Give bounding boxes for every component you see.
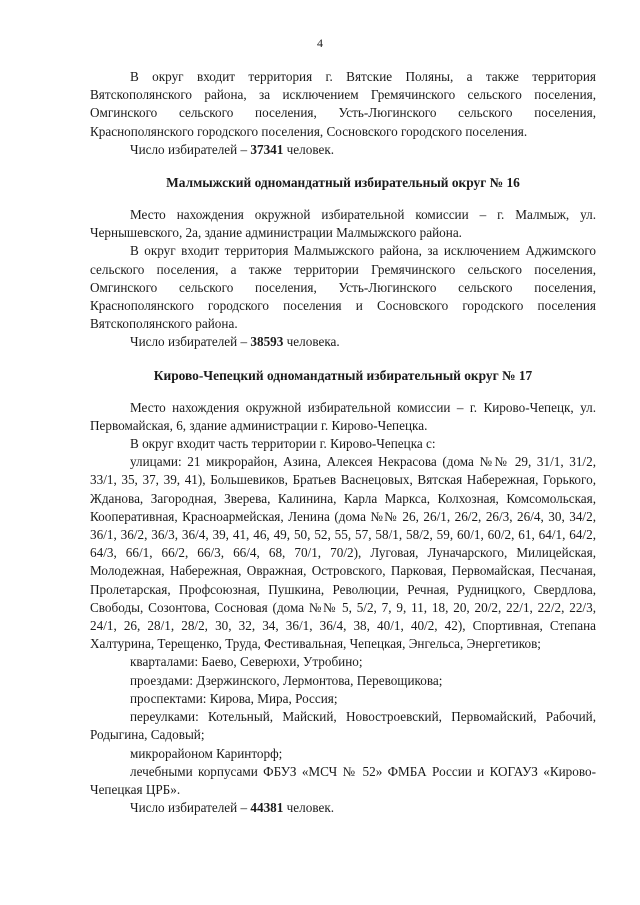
- district16-title: Малмыжский одномандатный избирательный округ № 16: [166, 175, 520, 191]
- voters-count: 37341: [250, 141, 284, 157]
- district17-microdistrict: микрорайоном Каринторф;: [130, 745, 283, 761]
- district15-territory: В округ входит территория г. Вятские Поляны, а также территория Вятскополянского района, за исключением Гремячинского сельского поселения, Омгинского сельского поселения, Усть-Люгинского сельского поселения, Краснополянского городского поселения, Сосновского городского поселения.: [90, 69, 596, 139]
- district17-voters: Число избирателей – 44381 человек.: [130, 800, 335, 816]
- district16-territory: В округ входит территория Малмыжского района, за исключением Аджимского сельского поселения, а также территории Гремячинского сельского поселения, Омгинского сельского поселения, Усть-Люгинского сельского поселения, Краснополянского городского поселения и Сосновского городского поселения Вятскополянского района.: [90, 243, 596, 332]
- district17-medical: лечебными корпусами ФБУЗ «МСЧ № 52» ФМБА России и КОГАУЗ «Кирово-Чепецкая ЦРБ».: [90, 763, 596, 797]
- district17-title: Кирово-Чепецкий одномандатный избирательный округ № 17: [153, 367, 533, 383]
- district17-passages: проездами: Дзержинского, Лермонтова, Перевощикова;: [130, 672, 443, 688]
- district15-voters: Число избирателей – 37341 человек.: [130, 141, 335, 157]
- district17-avenues: проспектами: Кирова, Мира, Россия;: [130, 690, 338, 706]
- voters-count: 38593: [250, 334, 284, 350]
- district16-location: Место нахождения окружной избирательной комиссии – г. Малмыж, ул. Чернышевского, 2а, здание администрации Малмыжского района.: [90, 207, 596, 241]
- district17-blocks: кварталами: Баево, Северюхи, Утробино;: [130, 654, 363, 670]
- district17-streets: улицами: 21 микрорайон, Азина, Алексея Некрасова (дома №№ 29, 31/1, 31/2, 33/1, 35, 37, 39, 41), Большевиков, Братьев Васнецовых, Вятская Набережная, Горького, Жданова, Загородная, Зверева, Калинина, Карла Маркса, Колхозная, Комсомольская, Кооперативная, Красноармейская, Ленина (дома №№ 26, 26/1, 26/2, 26/3, 26/4, 30, 34/2, 36/1, 36/2, 36/3, 36/4, 39, 41, 46, 49, 50, 52, 55, 57, 58/1, 58/2, 59, 60/1, 60/2, 61, 64/1, 64/2, 64/3, 66/1, 66/2, 66/3, 66/4, 68, 70/1, 70/2), Луговая, Луначарского, Милицейская, Молодежная, Набережная, Овражная, Островского, Парковая, Первомайская, Песчаная, Пролетарская, Профсоюзная, Пушкина, Революции, Речная, Рудницкого, Свердлова, Свободы, Созонтова, Сосновая (дома №№ 5, 5/2, 7, 9, 11, 18, 20, 20/2, 22/1, 22/2, 22/3, 24/1, 26, 28/1, 28/2, 30, 32, 34, 36/1, 36/4, 38, 40/1, 40/2, 42), Спортивная, Степана Халтурина, Терещенко, Труда, Фестивальная, Чепецкая, Энгельса, Энергетиков;: [90, 454, 596, 652]
- district16-voters: Число избирателей – 38593 человека.: [130, 334, 340, 350]
- voters-count: 44381: [250, 800, 284, 816]
- document-body: [90, 68, 596, 817]
- district17-lanes: переулками: Котельный, Майский, Новостроевский, Первомайский, Рабочий, Родыгина, Садовый;: [90, 709, 596, 743]
- district17-territory-intro: В округ входит часть территории г. Кирово-Чепецка с:: [130, 436, 436, 452]
- page-number: 4: [317, 36, 323, 50]
- district17-location: Место нахождения окружной избирательной комиссии – г. Кирово-Чепецк, ул. Первомайская, 6, здание администрации г. Кирово-Чепецка.: [90, 399, 596, 433]
